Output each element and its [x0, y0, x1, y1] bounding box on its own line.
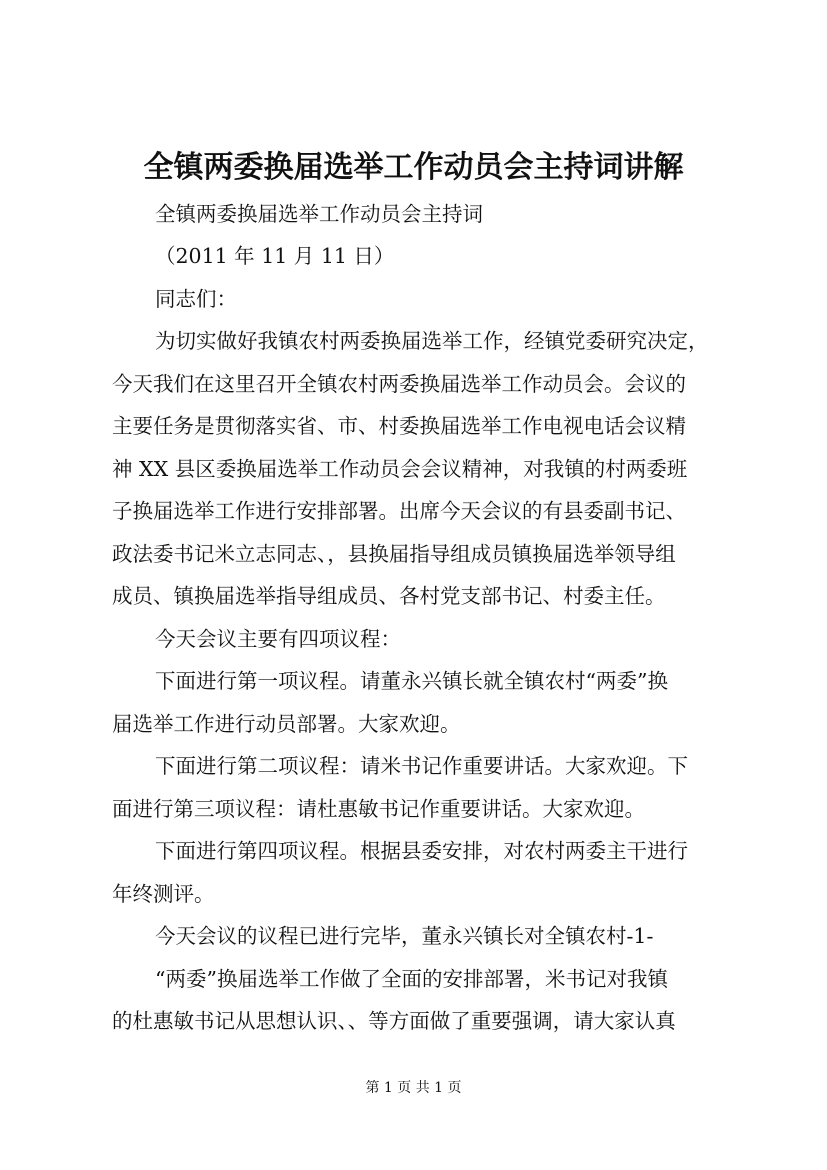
paragraph-line: 神 XX 县区委换届选举工作动员会会议精神，对我镇的村两委班 — [112, 457, 688, 481]
paragraph-line: 成员、镇换届选举指导组成员、各村党支部书记、村委主任。 — [112, 584, 666, 608]
paragraph-line: 今天会议的议程已进行完毕，董永兴镇长对全镇农村-1- — [155, 924, 654, 948]
document-title: 全镇两委换届选举工作动员会主持词讲解 — [143, 150, 684, 185]
salutation-line: 同志们： — [155, 287, 237, 311]
paragraph-line: 年终测评。 — [112, 882, 215, 906]
paragraph-line: 下面进行第二项议程：请米书记作重要讲话。大家欢迎。下 — [155, 754, 688, 778]
paragraph-line: 面进行第三项议程：请杜惠敏书记作重要讲话。大家欢迎。 — [112, 797, 645, 821]
paragraph-line: 今天我们在这里召开全镇农村两委换届选举工作动员会。会议的 — [112, 372, 686, 396]
paragraph-line: 下面进行第一项议程。请董永兴镇长就全镇农村“两委”换 — [155, 669, 668, 693]
paragraph-line: “两委”换届选举工作做了全面的安排部署，米书记对我镇 — [155, 967, 668, 991]
date-line: （2011 年 11 月 11 日） — [155, 244, 395, 268]
subtitle-line: 全镇两委换届选举工作动员会主持词 — [155, 202, 483, 226]
paragraph-line: 今天会议主要有四项议程： — [155, 627, 401, 651]
paragraph-line: 为切实做好我镇农村两委换届选举工作，经镇党委研究决定， — [155, 329, 709, 353]
page-footer: 第 1 页 共 1 页 — [365, 1080, 462, 1096]
paragraph-line: 主要任务是贯彻落实省、市、村委换届选举工作电视电话会议精 — [112, 414, 686, 438]
paragraph-line: 下面进行第四项议程。根据县委安排，对农村两委主干进行 — [155, 839, 688, 863]
paragraph-line: 的杜惠敏书记从思想认识、、等方面做了重要强调，请大家认真 — [112, 1009, 676, 1033]
paragraph-line: 子换届选举工作进行安排部署。出席今天会议的有县委副书记、 — [112, 499, 686, 523]
paragraph-line: 届选举工作进行动员部署。大家欢迎。 — [112, 712, 461, 736]
paragraph-line: 政法委书记米立志同志、，县换届指导组成员镇换届选举领导组 — [112, 542, 676, 566]
